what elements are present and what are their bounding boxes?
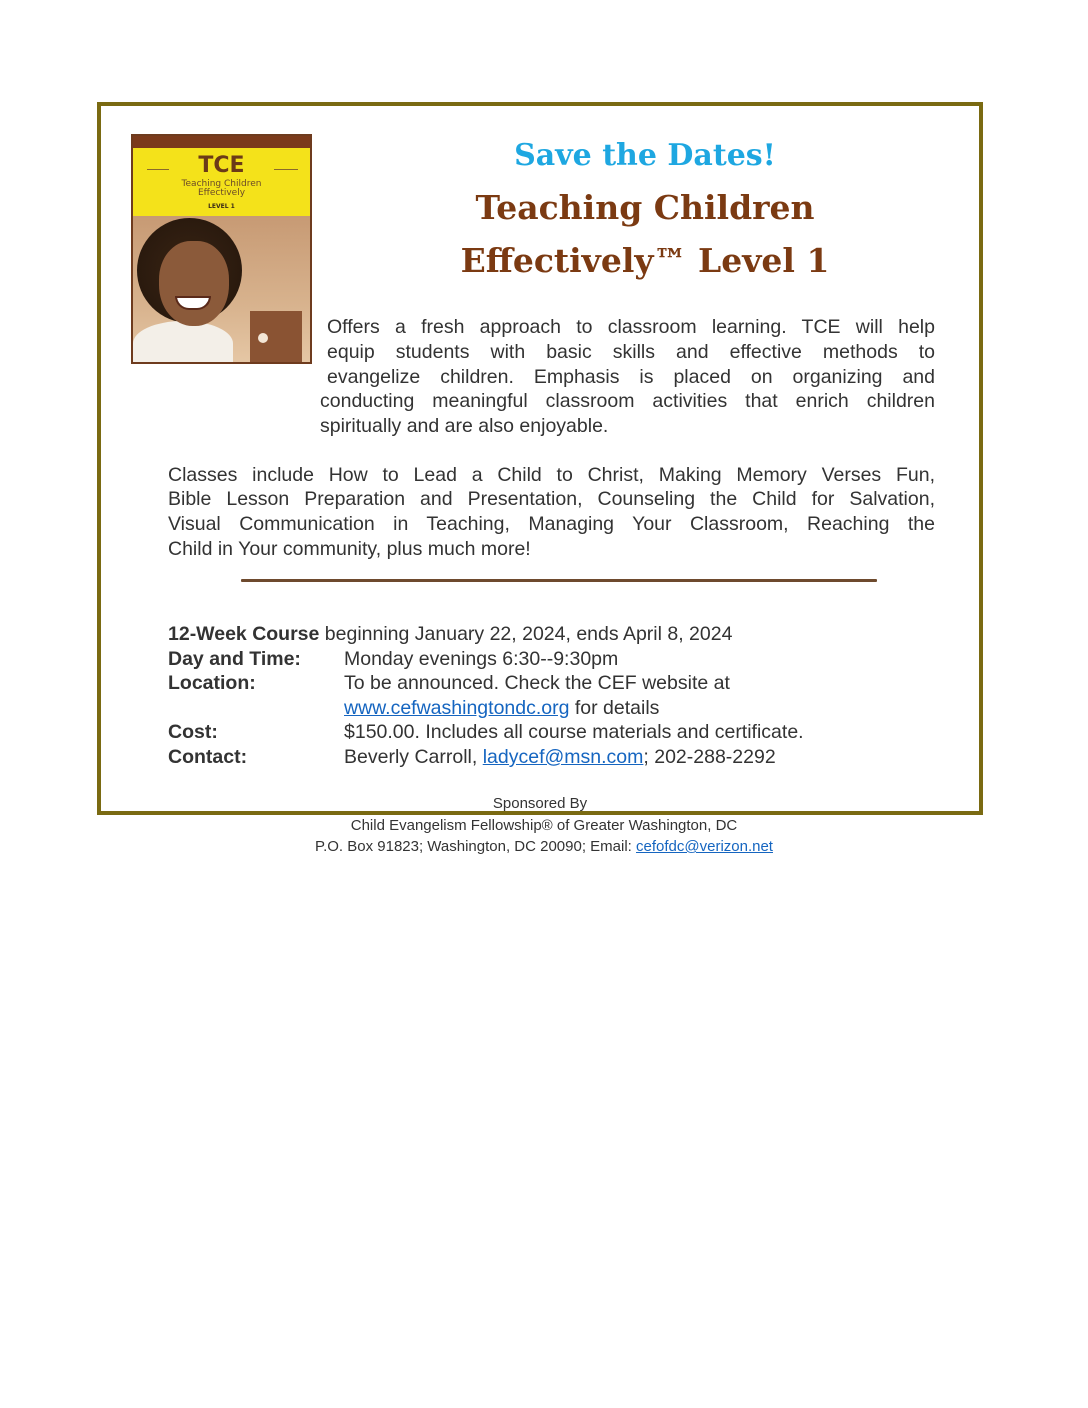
location-value-line2 (344, 696, 659, 721)
cover-child-shirt (133, 321, 233, 364)
classes-line-3-text: Visual Communication in Teaching, Managing Your Classroom, Reaching the (168, 513, 935, 535)
classes-line-1 (168, 463, 935, 488)
tce-book-cover-image (131, 134, 312, 364)
cost-label: Cost: (168, 721, 218, 743)
course-title-line2: Effectively™ Level 1 (460, 241, 830, 280)
location-value-line1: To be announced. Check the CEF website at (344, 672, 730, 694)
cover-subtitle (133, 180, 310, 198)
sponsor-address-text: P.O. Box 91823; Washington, DC 20090; Email: (315, 838, 637, 855)
cover-inset-logo-icon (258, 333, 268, 343)
classes-line-1-text: Classes include How to Lead a Child to Christ, Making Memory Verses Fun, (168, 464, 935, 486)
sponsored-by-text: Sponsored By (492, 795, 588, 812)
cover-logo-text: TCE (198, 153, 245, 178)
intro-line-3 (327, 365, 935, 390)
day-time-label-cell (168, 647, 301, 672)
classes-line-3 (168, 512, 935, 537)
course-length-label: 12-Week Course (168, 623, 320, 645)
classes-line-2-text: Bible Lesson Preparation and Presentation, Counseling the Child for Salvation, (168, 488, 935, 510)
sponsor-address-line (0, 836, 1088, 857)
sponsor-organization-text: Child Evangelism Fellowship® of Greater Washington, DC (350, 817, 738, 834)
save-the-dates-heading: Save the Dates! (514, 138, 776, 173)
intro-line-2 (327, 340, 935, 365)
sponsor-email-link[interactable]: cefofdc@verizon.net (636, 838, 773, 855)
day-time-value: Monday evenings 6:30--9:30pm (344, 648, 619, 670)
contact-name: Beverly Carroll, (344, 746, 483, 768)
course-title-line1: Teaching Children (475, 188, 815, 227)
course-length-row (168, 622, 732, 647)
cef-website-link[interactable]: www.cefwashingtondc.org (344, 697, 570, 719)
location-suffix-text: for details (569, 697, 660, 719)
location-label-cell (168, 671, 256, 696)
classes-line-4-text: Child in Your community, plus much more! (168, 538, 531, 560)
location-label: Location: (168, 672, 256, 694)
contact-value (344, 745, 776, 770)
intro-line-2-text: equip students with basic skills and effective methods to (327, 341, 935, 363)
contact-phone: ; 202-288-2292 (643, 746, 776, 768)
intro-line-1-text: Offers a fresh approach to classroom learning. TCE will help (327, 316, 935, 338)
intro-line-5-text: spiritually and are also enjoyable. (320, 415, 609, 437)
cover-child-face (159, 241, 229, 326)
cover-subtitle-line1: Teaching Children (181, 179, 262, 189)
intro-line-4 (320, 389, 935, 414)
classes-line-4 (168, 537, 935, 562)
classes-line-2 (168, 487, 935, 512)
cover-level-text: LEVEL 1 (208, 203, 235, 210)
section-divider (241, 579, 877, 582)
cover-inset-panel (250, 311, 302, 363)
intro-line-4-text: conducting meaningful classroom activities that enrich children (320, 390, 935, 412)
contact-label-cell (168, 745, 247, 770)
cost-label-cell (168, 720, 218, 745)
cover-subtitle-line2: Effectively (197, 188, 246, 198)
intro-line-5 (320, 414, 935, 439)
intro-line-3-text: evangelize children. Emphasis is placed on organizing and (327, 366, 935, 388)
cover-brown-bar (133, 136, 310, 148)
course-dates-text: beginning January 22, 2024, ends April 8, 2024 (319, 623, 733, 645)
intro-line-1 (327, 315, 935, 340)
contact-label: Contact: (168, 746, 248, 768)
day-time-label: Day and Time: (168, 648, 301, 670)
contact-email-link[interactable]: ladycef@msn.com (482, 746, 644, 768)
cost-value: $150.00. Includes all course materials and certificate. (344, 721, 804, 743)
